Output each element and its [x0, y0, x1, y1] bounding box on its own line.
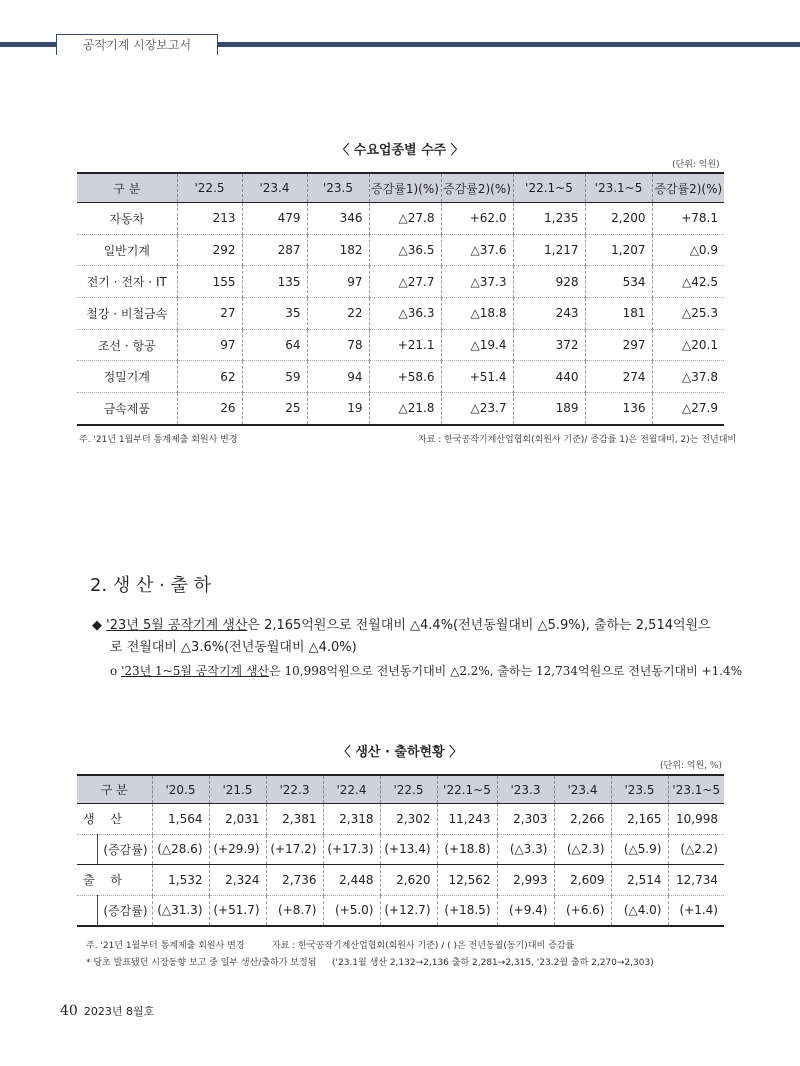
table2-header-cell: '22.1~5	[437, 775, 497, 804]
table2-header-cell: '23.5	[611, 775, 668, 804]
table1-value-cell: △18.8	[441, 298, 513, 330]
table2-growth-cell: (△5.9)	[611, 834, 668, 865]
table2-growth-cell: (+5.0)	[323, 895, 380, 926]
table1-value-cell: 97	[307, 266, 369, 298]
table1-value-cell: 1,217	[513, 234, 585, 266]
table2-header-row	[77, 775, 724, 804]
table2-growth-cell: (△28.6)	[152, 834, 209, 865]
table1-caption: 〈 수요업종별 수주 〉	[336, 143, 464, 158]
table2-header-cell: '22.4	[323, 775, 380, 804]
table1-value-cell: △0.9	[652, 234, 724, 266]
table1-value-cell: 297	[585, 329, 652, 361]
table1-industry-cell: 전기 · 전자 · IT	[77, 266, 177, 298]
table1-value-cell: 19	[307, 393, 369, 425]
table2-indent-cell	[77, 834, 97, 865]
table1-value-cell: 64	[242, 329, 307, 361]
table2-growth-cell: (+9.4)	[497, 895, 554, 926]
table2-growth-cell: (+18.5)	[437, 895, 497, 926]
table1-value-cell: +51.4	[441, 361, 513, 393]
section-title: 2. 생 산 · 출 하	[90, 575, 212, 596]
orders-by-industry-table	[77, 172, 724, 426]
table1-value-cell: △37.3	[441, 266, 513, 298]
table1-row	[77, 234, 724, 266]
table1-value-cell: 440	[513, 361, 585, 393]
table1-value-cell: △20.1	[652, 329, 724, 361]
table2-growth-cell: (+6.6)	[554, 895, 611, 926]
table1-header-cell: '22.5	[177, 173, 242, 203]
production-shipment-table	[77, 774, 724, 927]
table1-value-cell: 928	[513, 266, 585, 298]
table1-value-cell: 35	[242, 298, 307, 330]
table2-header-cell: 구 분	[77, 775, 152, 804]
table2-growth-cell: (+17.2)	[266, 834, 323, 865]
table1-value-cell: +62.0	[441, 203, 513, 235]
table1-value-cell: 25	[242, 393, 307, 425]
sub-text: 은 10,998억원으로 전년동기대비 △2.2%, 출하는 12,734억원으로 전년동기대비 +1.4%	[269, 664, 743, 678]
table1-value-cell: 78	[307, 329, 369, 361]
table1-value-cell: 94	[307, 361, 369, 393]
table1-value-cell: 155	[177, 266, 242, 298]
sub-highlight: '23년 1~5월 공작기계 생산	[121, 664, 270, 678]
table2-value-cell: 1,532	[152, 865, 209, 896]
table1-value-cell: △25.3	[652, 298, 724, 330]
table1-row	[77, 298, 724, 330]
table2-value-cell: 2,302	[380, 804, 437, 835]
table2-row-label: 생 산	[77, 804, 152, 835]
table1-row	[77, 361, 724, 393]
issue-label: 2023년 8월호	[83, 1005, 155, 1018]
table2-value-cell: 2,031	[209, 804, 266, 835]
table2-value-cell: 10,998	[668, 804, 724, 835]
table1-value-cell: 274	[585, 361, 652, 393]
table1-value-cell: △27.7	[369, 266, 441, 298]
circle-bullet-icon: o	[110, 664, 118, 678]
table1-value-cell: 372	[513, 329, 585, 361]
table2-header-cell: '20.5	[152, 775, 209, 804]
table2-growth-cell: (△2.3)	[554, 834, 611, 865]
table1-industry-cell: 정밀기계	[77, 361, 177, 393]
table1-value-cell: 26	[177, 393, 242, 425]
table2-header-cell: '22.5	[380, 775, 437, 804]
table1-note: 주. '21년 1월부터 통계제출 회원사 변경	[79, 435, 238, 445]
table2-growth-cell: (+18.8)	[437, 834, 497, 865]
table1-industry-cell: 조선 · 항공	[77, 329, 177, 361]
table1-header-cell: '23.5	[307, 173, 369, 203]
table2-growth-row	[77, 895, 724, 926]
table2-header-cell: '22.3	[266, 775, 323, 804]
table1-header-cell: '22.1~5	[513, 173, 585, 203]
table2-value-cell: 2,324	[209, 865, 266, 896]
table1-value-cell: 27	[177, 298, 242, 330]
table2-growth-cell: (+17.3)	[323, 834, 380, 865]
table1-header-row	[77, 173, 724, 203]
table2-value-cell: 2,620	[380, 865, 437, 896]
table1-value-cell: 243	[513, 298, 585, 330]
table2-value-row	[77, 804, 724, 835]
table1-value-cell: 287	[242, 234, 307, 266]
summary-highlight: '23년 5월 공작기계 생산	[106, 618, 248, 633]
table2-value-cell: 2,266	[554, 804, 611, 835]
table2-header-cell: '23.4	[554, 775, 611, 804]
table2-value-cell: 2,318	[323, 804, 380, 835]
table2-value-cell: 2,736	[266, 865, 323, 896]
table2-row-label: 출 하	[77, 865, 152, 896]
table2-value-cell: 12,734	[668, 865, 724, 896]
table1-value-cell: 534	[585, 266, 652, 298]
table2-header-cell: '21.5	[209, 775, 266, 804]
table2-value-cell: 1,564	[152, 804, 209, 835]
table1-value-cell: 2,200	[585, 203, 652, 235]
table2-value-cell: 2,609	[554, 865, 611, 896]
table1-source: 자료 : 한국공작기계산업협회(회원사 기준)/ 증감률 1)은 전월대비, 2)는 전년대비	[418, 435, 737, 445]
table1-header-cell: '23.4	[242, 173, 307, 203]
summary-bullet	[92, 614, 711, 633]
table2-indent-cell	[77, 895, 97, 926]
sub-bullet	[110, 662, 742, 679]
table1-header-cell: 증감률2)(%)	[652, 173, 724, 203]
table1-industry-cell: 금속제품	[103, 401, 150, 416]
table1-value-cell: +21.1	[369, 329, 441, 361]
table1-value-cell: △37.6	[441, 234, 513, 266]
table1-value-cell: 292	[177, 234, 242, 266]
table2-correction-detail: ('23.1월 생산 2,132→2,136 출하 2,281→2,315, '23.2월 출하 2,270→2,303)	[332, 958, 654, 968]
table1-value-cell: 479	[242, 203, 307, 235]
table2-growth-label: (증감률)	[97, 834, 152, 865]
table1-value-cell: △21.8	[369, 393, 441, 425]
page-footer	[60, 1003, 154, 1019]
table1-value-cell: +58.6	[369, 361, 441, 393]
table2-growth-cell: (△3.3)	[497, 834, 554, 865]
table2-growth-cell: (△31.3)	[152, 895, 209, 926]
table2-header-cell: '23.3	[497, 775, 554, 804]
table1-value-cell: 181	[585, 298, 652, 330]
table2-value-cell: 11,243	[437, 804, 497, 835]
table1-value-cell: △27.9	[652, 393, 724, 425]
table1-value-cell: 346	[307, 203, 369, 235]
table1-value-cell: 1,207	[585, 234, 652, 266]
table1-industry-cell: 일반기계	[77, 234, 177, 266]
table1-unit: (단위: 억원)	[672, 160, 720, 170]
table2-value-cell: 2,993	[497, 865, 554, 896]
page-number: 40	[60, 1003, 78, 1019]
table1-header-cell: 구 분	[77, 173, 177, 203]
table1-value-cell: 59	[242, 361, 307, 393]
header-title: 공작기계 시장보고서	[56, 34, 218, 55]
table1-value-cell: 97	[177, 329, 242, 361]
table1-header-cell: 증감률1)(%)	[369, 173, 441, 203]
table1-value-cell: 213	[177, 203, 242, 235]
table2-growth-cell: (+51.7)	[209, 895, 266, 926]
table1-row	[77, 203, 724, 235]
table2-growth-cell: (+8.7)	[266, 895, 323, 926]
table1-value-cell: △36.5	[369, 234, 441, 266]
table1-value-cell: +78.1	[652, 203, 724, 235]
table1-value-cell: 62	[177, 361, 242, 393]
table1-value-cell: △19.4	[441, 329, 513, 361]
table1-value-cell: △23.7	[441, 393, 513, 425]
table2-source: 자료 : 한국공작기계산업협회(회원사 기준) / ( )은 전년동월(동기)대비 증감률	[272, 941, 575, 951]
table2-growth-label: (증감률)	[97, 895, 152, 926]
table1-value-cell: △27.8	[369, 203, 441, 235]
table1-value-cell: 189	[513, 393, 585, 425]
table2-value-cell: 2,303	[497, 804, 554, 835]
table2-growth-cell: (△4.0)	[611, 895, 668, 926]
table2-value-cell: 12,562	[437, 865, 497, 896]
table2-caption: 〈 생산 · 출하현황 〉	[337, 745, 463, 760]
table2-value-cell: 2,381	[266, 804, 323, 835]
table1-value-cell: 135	[242, 266, 307, 298]
table2-header-cell: '23.1~5	[668, 775, 724, 804]
table2-growth-cell: (+29.9)	[209, 834, 266, 865]
table2-growth-cell: (+1.4)	[668, 895, 724, 926]
table1-row	[77, 266, 724, 298]
summary-text-line2: 로 전월대비 △3.6%(전년동월대비 △4.0%)	[110, 640, 357, 655]
table2-value-row	[77, 865, 724, 896]
table2-growth-cell: (△2.2)	[668, 834, 724, 865]
table1-header-cell: '23.1~5	[585, 173, 652, 203]
table1-header-cell: 증감률2)(%)	[441, 173, 513, 203]
table2-growth-cell: (+13.4)	[380, 834, 437, 865]
table2-value-cell: 2,165	[611, 804, 668, 835]
table1-row	[77, 393, 724, 425]
table1-value-cell: △42.5	[652, 266, 724, 298]
table1-value-cell: △37.8	[652, 361, 724, 393]
table2-correction-note: * 당초 발표됐던 시장동향 보고 중 일부 생산/출하가 보정됨	[86, 958, 317, 968]
table1-value-cell: △36.3	[369, 298, 441, 330]
table2-growth-cell: (+12.7)	[380, 895, 437, 926]
table1-industry-cell: 자동차	[77, 203, 177, 235]
diamond-bullet-icon: ◆	[92, 618, 102, 633]
table2-value-cell: 2,514	[611, 865, 668, 896]
summary-text: 은 2,165억원으로 전월대비 △4.4%(전년동월대비 △5.9%), 출하는 2,514억원으	[247, 618, 711, 633]
table1-value-cell: 182	[307, 234, 369, 266]
table2-growth-row	[77, 834, 724, 865]
table1-industry-cell: 철강 · 비철금속	[77, 298, 177, 330]
table2-value-cell: 2,448	[323, 865, 380, 896]
table2-note: 주. '21년 1월부터 통계제출 회원사 변경	[86, 941, 245, 951]
table1-value-cell: 22	[307, 298, 369, 330]
table1-row	[77, 329, 724, 361]
table1-value-cell: 136	[585, 393, 652, 425]
table1-value-cell: 1,235	[513, 203, 585, 235]
table2-unit: (단위: 억원, %)	[660, 761, 722, 771]
